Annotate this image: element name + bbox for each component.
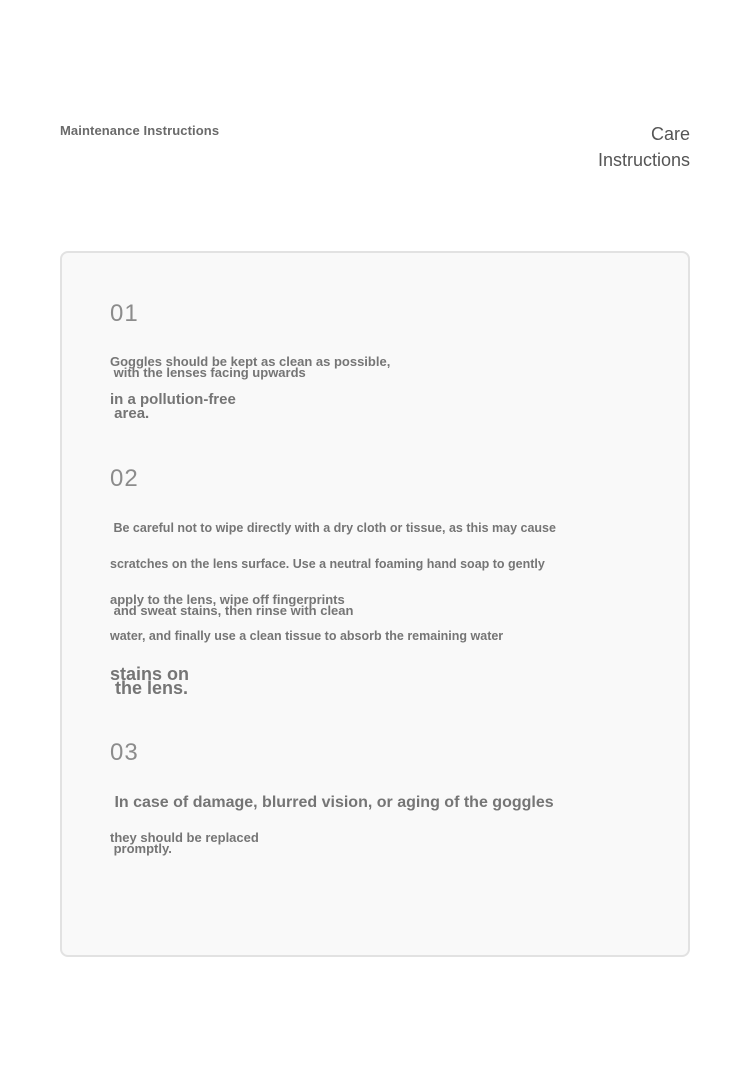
section-03-line-2: they should be replaced promptly.: [110, 830, 259, 856]
section-number-01: 01: [110, 300, 139, 327]
section-01-line-1: Goggles should be kept as clean as possible, with the lenses facing upwards: [110, 354, 391, 380]
section-02-line-2: scratches on the lens surface. Use a neutral foaming hand soap to gently: [110, 557, 545, 571]
care-instructions-line-2: Instructions: [597, 150, 690, 170]
section-01-line-2: in a pollution-free area.: [110, 391, 236, 422]
section-number-02: 02: [110, 465, 139, 492]
care-instructions-title: [598, 121, 690, 173]
section-02-line-5: stains on the lens.: [110, 664, 190, 698]
instructions-card: [60, 251, 690, 957]
section-number-03: 03: [110, 739, 139, 766]
section-02-line-3: apply to the lens, wipe off fingerprints and sweat stains, then rinse with clean: [110, 592, 354, 618]
maintenance-instructions-title: Maintenance Instructions: [60, 123, 220, 138]
care-instructions-line-1: Care: [650, 124, 690, 144]
section-02-line-4: water, and finally use a clean tissue to absorb the remaining water: [110, 629, 504, 643]
section-03-line-1: In case of damage, blurred vision, or aging of the goggles: [110, 794, 554, 811]
section-02-line-1: Be careful not to wipe directly with a dry cloth or tissue, as this may cause: [110, 521, 556, 535]
